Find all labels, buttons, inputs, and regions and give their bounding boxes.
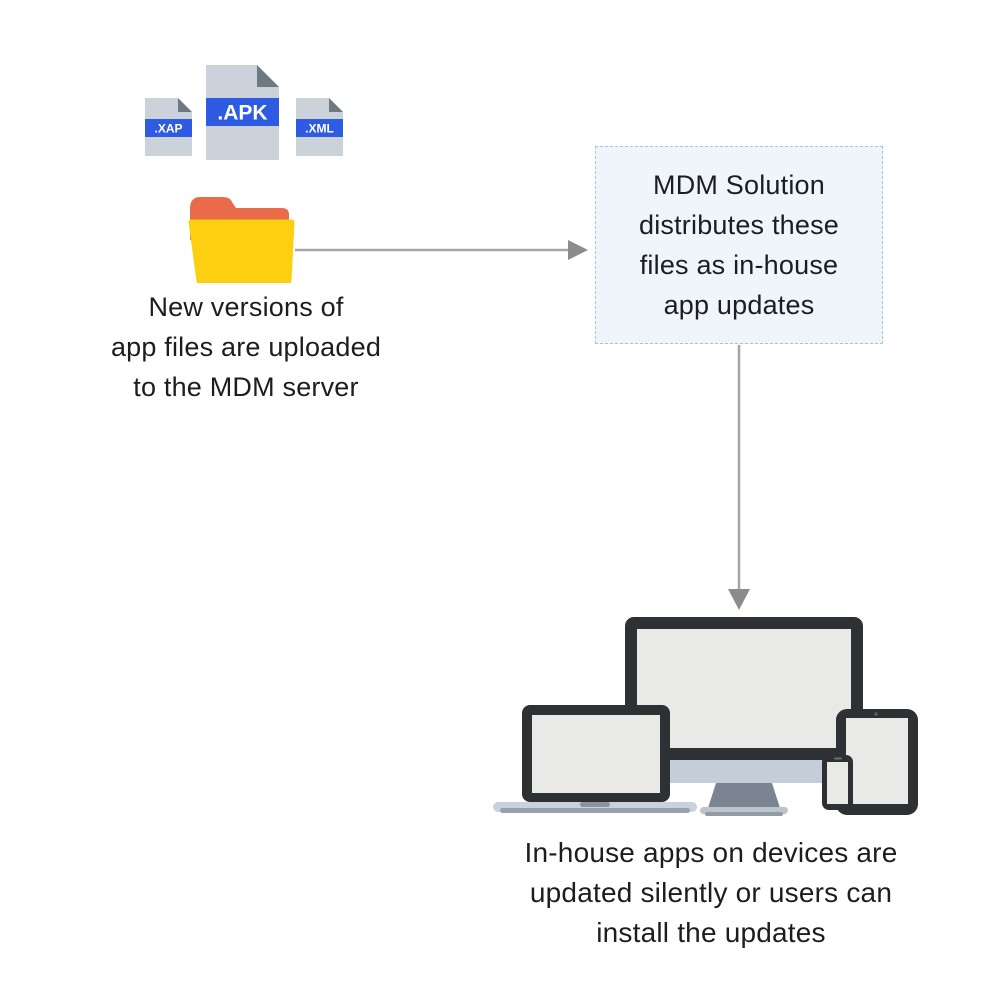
devices-caption-line-1: In-house apps on devices are: [524, 837, 898, 868]
xml-file-icon: [296, 98, 343, 156]
xap-file-icon: [145, 98, 192, 156]
apk-file-label: .APK: [217, 101, 268, 125]
devices-caption-line-2: updated silently or users can: [529, 877, 893, 908]
devices-caption: [461, 833, 961, 953]
xml-file-label: .XML: [305, 121, 334, 136]
devices-illustration: [478, 606, 938, 821]
smartphone-icon: [822, 755, 853, 810]
mdm-box-line-3: files as in-house: [639, 250, 839, 280]
upload-caption: [56, 287, 436, 407]
mdm-solution-box: [595, 146, 883, 344]
upload-caption-line-3: to the MDM server: [133, 372, 359, 402]
arrow-mdm-to-devices: [725, 345, 753, 611]
xap-file-label: .XAP: [154, 121, 183, 136]
mdm-box-line-1: MDM Solution: [653, 170, 825, 200]
laptop-icon: [493, 705, 697, 813]
folder-icon: [185, 195, 295, 283]
apk-file-icon: [206, 65, 279, 160]
arrow-folder-to-mdm: [294, 238, 590, 262]
mdm-box-line-4: app updates: [663, 290, 815, 320]
mdm-box-line-2: distributes these: [638, 210, 839, 240]
upload-caption-line-1: New versions of: [148, 292, 344, 322]
upload-caption-line-2: app files are uploaded: [110, 332, 382, 362]
devices-caption-line-3: install the updates: [596, 917, 826, 948]
